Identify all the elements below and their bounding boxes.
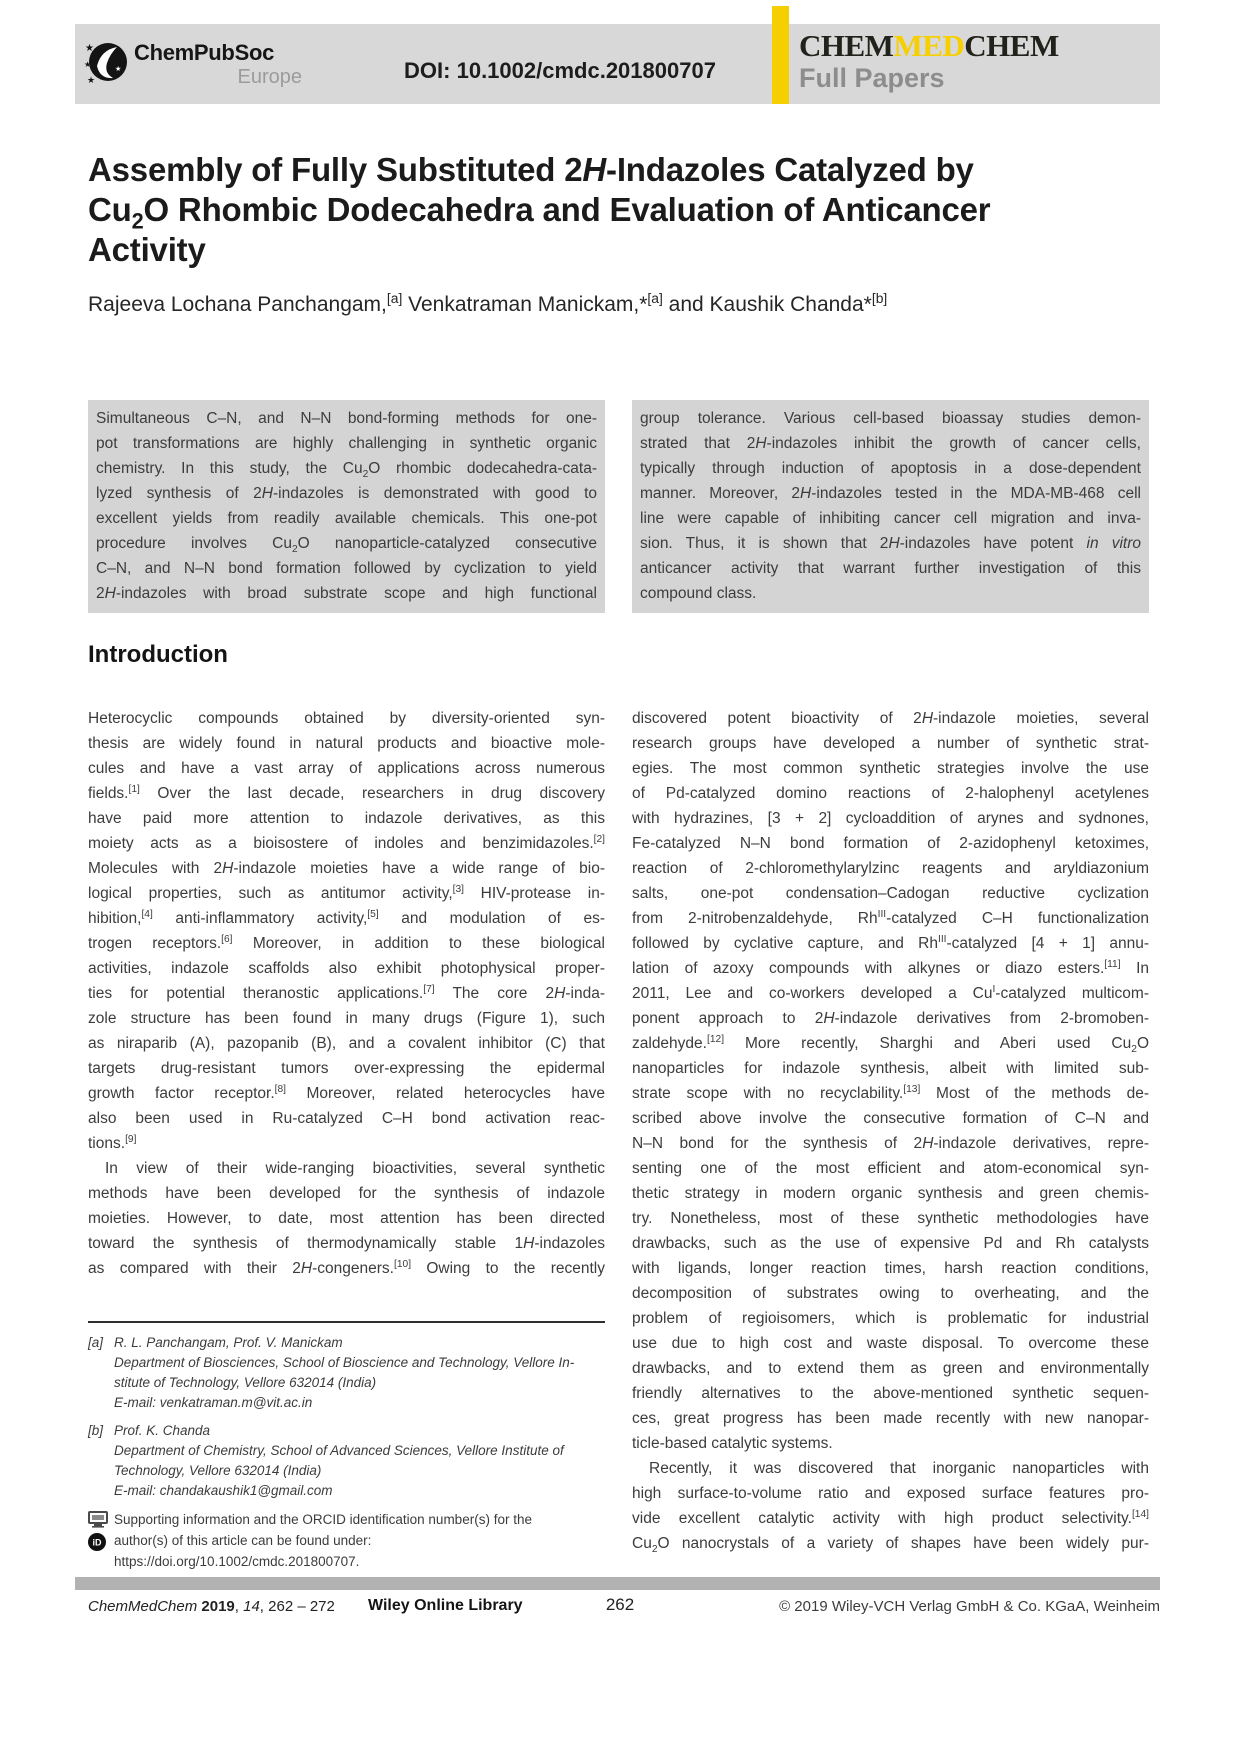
text-line: also been used in Ru-catalyzed C–H bond activation reac- (88, 1110, 605, 1127)
text-line: procedure involves $Cu_2O$ nanoparticle-catalyzed consecutive (96, 535, 597, 556)
text-line: Fe-catalyzed N–N bond formation of 2-azidophenyl ketoximes, (632, 835, 1149, 852)
text-line: N–N bond for the synthesis of 2H-indazole derivatives, repre- (632, 1135, 1149, 1152)
text-line: 2H-indazoles with broad substrate scope and high functional (96, 585, 597, 602)
svg-text:★: ★ (115, 66, 122, 73)
intro-left-paragraph-2 (88, 1156, 605, 1281)
author-line: Rajeeva Lochana Panchangam,[a] Venkatraman Manickam,*[a] and Kaushik Chanda*[b] (88, 290, 888, 316)
text-line: drawbacks, such as the use of expensive Pd and Rh catalysts (632, 1235, 1149, 1252)
text-line: senting one of the most efficient and atom-economical syn- (632, 1160, 1149, 1177)
text-line: reaction of 2-chloromethylarylzinc reagents and aryldiazonium (632, 860, 1149, 877)
text-line: excellent yields from readily available chemicals. This one-pot (96, 510, 597, 527)
text-line: activities, indazole scaffolds also exhibit photophysical proper- (88, 960, 605, 977)
footnote-b-text (114, 1421, 605, 1501)
text-line: as compared with their 2H-congeners.[10] Owing to the recently (88, 1258, 605, 1277)
text-line: sion. Thus, it is shown that 2H-indazoles have potent in vitro (640, 535, 1141, 552)
abstract-left-column (88, 400, 605, 613)
text-line: try. Nonetheless, most of these synthetic methodologies have (632, 1210, 1149, 1227)
text-line: compound class. (640, 585, 757, 602)
text-line: lation of azoxy compounds with alkynes or diazo esters.[11] In (632, 958, 1149, 977)
footnotes (88, 1333, 605, 1580)
text-line: E-mail: chandakaushik1@gmail.com (114, 1483, 333, 1498)
text-line: Technology, Vellore 632014 (India) (114, 1463, 322, 1478)
text-line: thesis are widely found in natural products and bioactive mole- (88, 735, 605, 752)
text-line: Prof. K. Chanda (114, 1423, 211, 1438)
footnote-b-label: [b] (88, 1423, 104, 1438)
society-name: ChemPubSoc (134, 40, 275, 65)
text-line: with hydrazines, [3 + 2] cycloaddition of arynes and sydnones, (632, 810, 1149, 827)
text-line: Heterocyclic compounds obtained by diversity-oriented syn- (88, 710, 605, 727)
text-line: logical properties, such as antitumor activity,[3] HIV-protease in- (88, 883, 605, 902)
text-line: Department of Biosciences, School of Bioscience and Technology, Vellore In- (114, 1355, 575, 1370)
text-line: Recently, it was discovered that inorganic nanoparticles with (649, 1460, 1149, 1477)
text-line: friendly alternatives to the above-mentioned synthetic sequen- (632, 1385, 1149, 1402)
footer-bar (75, 1577, 1160, 1590)
text-line: nanoparticles for indazole synthesis, albeit with limited sub- (632, 1060, 1149, 1077)
chempubsoc-logo (134, 40, 302, 89)
text-line: group tolerance. Various cell-based bioassay studies demon- (640, 410, 1141, 427)
text-line: research groups have developed a number of synthetic strat- (632, 735, 1149, 752)
text-line: fields.[1] Over the last decade, researchers in drug discovery (88, 783, 605, 802)
text-line: vide excellent catalytic activity with high product selectivity.[14] (632, 1508, 1149, 1527)
journal-name-chem1: CHEM (799, 28, 894, 63)
text-line: have paid more attention to indazole derivatives, as this (88, 810, 605, 827)
text-line: growth factor receptor.[8] Moreover, related heterocycles have (88, 1083, 605, 1102)
text-line: egies. The most common synthetic strategies involve the use (632, 760, 1149, 777)
journal-name (799, 28, 1059, 64)
text-line: chemistry. In this study, the $Cu_2O$ rhombic dodecahedra-cata- (96, 460, 597, 481)
text-line: Molecules with 2H-indazole moieties have a wide range of bio- (88, 860, 605, 877)
text-line: In view of their wide-ranging bioactivities, several synthetic (105, 1160, 605, 1177)
text-line: moieties. However, to date, most attention has been directed (88, 1210, 605, 1227)
text-line: trogen receptors.[6] Moreover, in addition to these biological (88, 933, 605, 952)
text-line: 2011, Lee and co-workers developed a $Cu^I$-catalyzed multicom- (632, 983, 1149, 1002)
orcid-icon (88, 1533, 106, 1551)
text-line: high surface-to-volume ratio and exposed surface features pro- (632, 1485, 1149, 1502)
footnote-rule (88, 1321, 605, 1323)
text-line: as niraparib (A), pazopanib (B), and a covalent inhibitor (C) that (88, 1035, 605, 1052)
text-line: ponent approach to 2H-indazole derivatives from 2-bromoben- (632, 1010, 1149, 1027)
text-line: scribed above involve the consecutive formation of C–N and (632, 1110, 1149, 1127)
text-line: Department of Chemistry, School of Advanced Sciences, Vellore Institute of (114, 1443, 564, 1458)
article-title: Assembly of Fully Substituted 2H-Indazoles Catalyzed by $Cu_2O$ Rhombic Dodecahedra and Evaluation of Anticancer Activity (88, 151, 991, 268)
footer-copyright: © 2019 Wiley-VCH Verlag GmbH & Co. KGaA, Weinheim (779, 1598, 1160, 1615)
intro-right-paragraph-1 (632, 706, 1149, 1456)
text-line: decomposition of substrates owing to overheating, and the (632, 1285, 1149, 1302)
text-line: stitute of Technology, Vellore 632014 (India) (114, 1375, 377, 1390)
journal-name-med: MED (893, 28, 965, 63)
doi-link[interactable]: https://doi.org/10.1002/cmdc.201800707. (114, 1554, 360, 1569)
text-line: with ligands, longer reaction times, harsh reaction conditions, (632, 1260, 1149, 1277)
text-line: moiety acts as a bioisostere of indoles and benzimidazoles.[2] (88, 833, 605, 852)
chempubsoc-emblem-icon (84, 36, 130, 88)
text-line: anticancer activity that warrant further investigation of this (640, 560, 1141, 577)
journal-name-chem2: CHEM (964, 28, 1059, 63)
text-line: strated that 2H-indazoles inhibit the growth of cancer cells, (640, 435, 1141, 452)
text-line: author(s) of this article can be found under: (114, 1533, 372, 1548)
intro-right-paragraph-2 (632, 1456, 1149, 1556)
text-line: zaldehyde.[12] More recently, Sharghi and Aberi used $Cu_2O$ (632, 1033, 1149, 1056)
text-line: hibition,[4] anti-inflammatory activity,[5] and modulation of es- (88, 908, 605, 927)
text-line: ties for potential theranostic applications.[7] The core 2H-inda- (88, 983, 605, 1002)
text-line: line were capable of inhibiting cancer cell migration and inva- (640, 510, 1141, 527)
text-line: ticle-based catalytic systems. (632, 1435, 833, 1452)
text-line: C–N, and N–N bond formation followed by cyclization to yield (96, 560, 597, 577)
text-line: Simultaneous C–N, and N–N bond-forming methods for one- (96, 410, 597, 427)
footer-page-number: 262 (605, 1595, 635, 1614)
supporting-info-icons (88, 1509, 114, 1572)
text-line: methods have been developed for the synthesis of indazole (88, 1185, 605, 1202)
society-region: Europe (237, 66, 302, 88)
text-line: manner. Moreover, 2H-indazoles tested in the MDA-MB-468 cell (640, 485, 1141, 502)
journal-accent-bar (772, 6, 789, 104)
text-line: thetic strategy in modern organic synthesis and green chemis- (632, 1185, 1149, 1202)
text-line: salts, one-pot condensation–Cadogan reductive cyclization (632, 885, 1149, 902)
text-line: problem of regioisomers, which is problematic for industrial (632, 1310, 1149, 1327)
text-line: followed by cyclative capture, and $Rh^{III}$-catalyzed [4 + 1] annu- (632, 933, 1149, 952)
doi-text: DOI: 10.1002/cmdc.201800707 (404, 58, 716, 83)
text-line: strate scope with no recyclability.[13] Most of the methods de- (632, 1083, 1149, 1102)
footer-wiley-online-library: Wiley Online Library (368, 1597, 523, 1614)
footer-citation: ChemMedChem 2019, 14, 262 – 272 (88, 1598, 335, 1615)
text-line: zole structure has been found in many drugs (Figure 1), such (88, 1010, 605, 1027)
text-line: Supporting information and the ORCID identification number(s) for the (114, 1512, 532, 1527)
text-line: targets drug-resistant tumors over-expressing the epidermal (88, 1060, 605, 1077)
article-type-label: Full Papers (799, 63, 945, 93)
svg-text:★: ★ (84, 60, 92, 69)
footnote-b (88, 1421, 605, 1501)
supporting-info-monitor-icon (88, 1511, 108, 1528)
supporting-info-lines (114, 1509, 605, 1551)
svg-text:iD: iD (92, 1537, 102, 1548)
text-line: typically through induction of apoptosis in a dose-dependent (640, 460, 1141, 477)
text-line: E-mail: venkatraman.m@vit.ac.in (114, 1395, 313, 1410)
text-line: lyzed synthesis of 2H-indazoles is demonstrated with good to (96, 485, 597, 502)
text-line: of Pd-catalyzed domino reactions of 2-halophenyl acetylenes (632, 785, 1149, 802)
text-line: ces, great progress has been made recently with new nanopar- (632, 1410, 1149, 1427)
text-line: cules and have a vast array of applications across numerous (88, 760, 605, 777)
text-line: use due to high cost and waste disposal. To overcome these (632, 1335, 1149, 1352)
supporting-info-text (114, 1509, 605, 1572)
text-line: drawbacks, and to extend them as green and environmentally (632, 1360, 1149, 1377)
footnote-a-label: [a] (88, 1335, 104, 1350)
text-line: $Cu_2O$ nanocrystals of a variety of shapes have been widely pur- (632, 1535, 1149, 1556)
text-line: tions.[9] (88, 1133, 137, 1152)
svg-text:★: ★ (85, 43, 94, 54)
section-heading-introduction: Introduction (88, 641, 228, 668)
footnote-a (88, 1333, 605, 1413)
svg-text:★: ★ (87, 75, 96, 85)
footnote-a-text (114, 1333, 605, 1413)
text-line: from 2-nitrobenzaldehyde, $Rh^{III}$-catalyzed C–H functionalization (632, 908, 1149, 927)
supporting-info-note (88, 1509, 605, 1572)
abstract-right-column (632, 400, 1149, 613)
text-line: discovered potent bioactivity of 2H-indazole moieties, several (632, 710, 1149, 727)
text-line: toward the synthesis of thermodynamically stable 1H-indazoles (88, 1235, 605, 1252)
text-line: R. L. Panchangam, Prof. V. Manickam (114, 1335, 343, 1350)
intro-left-paragraph-1 (88, 706, 605, 1156)
text-line: pot transformations are highly challenging in synthetic organic (96, 435, 597, 452)
